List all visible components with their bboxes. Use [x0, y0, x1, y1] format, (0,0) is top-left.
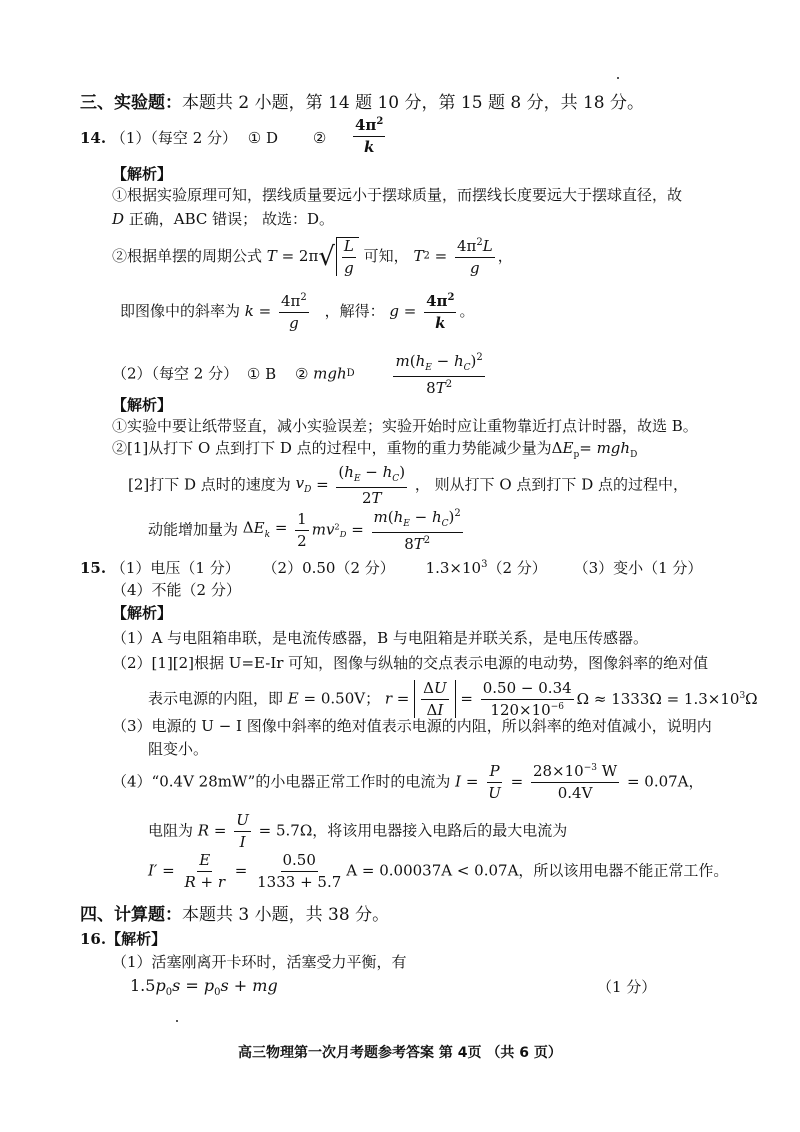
q14-kinetic-line: 动能增加量为 $\Delta E_k$ = $\frac{1}{2}$ $mv^2_D$ = $\frac{m(h_E - h_C)^2}{8T^2}$: [148, 508, 461, 553]
q14-period-formula-line: ②根据单摆的周期公式 T = 2π √ $\frac{L}{g}$ 可知， T2 = $\frac{4\pi^2L}{g}$ ，: [112, 237, 513, 277]
q15-answers-row2: （4）不能（2 分）: [112, 581, 241, 599]
q14-part1-answers: [80, 131, 326, 146]
q16-heading: 16.【解析】: [80, 930, 167, 948]
q15-analysis-line2: （2）[1][2]根据 U=E-Ir 可知，图像与纵轴的交点表示电源的电动势，图像斜率的绝对值: [112, 654, 709, 672]
q14-answer2-formula: $\frac{4\pi^2}{k}$: [355, 116, 384, 156]
q14-slope-line: 即图像中的斜率为 k = $\frac{4\pi^2}{g}$ ，解得： g = $\frac{4\pi^2}{k}$ 。: [120, 292, 475, 332]
q14-analysis2-line2: ②[1]从打下 O 点到打下 D 点的过程中，重物的重力势能减少量为$\Delta E_p= mgh_D$: [112, 439, 638, 460]
q15-maxcurrent-line: I′ = $\frac{E}{R + r}$ = $\frac{0.50}{1333 + 5.7}$ A = 0.00037A < 0.07A，所以该用电器不能正常工作。: [148, 851, 729, 891]
q15-resistor-line: 电阻为 R = $\frac{U}{I}$ = 5.7Ω，将该用电器接入电路后的最大电流为: [148, 811, 568, 851]
q15-analysis-title: 【解析】: [112, 604, 173, 622]
section-four-heading: 四、计算题：本题共 3 小题，共 38 分。: [80, 905, 390, 925]
section-three-heading: [80, 95, 644, 112]
q15-analysis-line1: （1）A 与电阻箱串联，是电流传感器，B 与电阻箱是并联关系，是电压传感器。: [112, 629, 648, 647]
q14-answer1: ① D: [247, 129, 279, 147]
section-three-desc: 本题共 2 小题，第 14 题 10 分，第 15 题 8 分，共 18 分。: [182, 93, 645, 113]
q14-analysis-title: 【解析】: [112, 165, 173, 183]
section-three-label: 三、实验题：: [80, 93, 182, 113]
q15-answers-row1: 15. （1）电压（1 分） （2）0.50（2 分） $1.3\times 10^3(2$ 分） （3）变小（1 分）: [80, 559, 703, 577]
q14-number: 14.: [80, 129, 107, 147]
q14-analysis2-title: 【解析】: [112, 396, 173, 414]
q15-resistance-line: 表示电源的内阻，即 E = 0.50V； r = $\frac{\Delta U}{\Delta I}$ = $\frac{0.50 - 0.34}{120\times 10^{-6}}$ $\Omega \approx 1333\Omega = 1.3\times 10^3\Omega$: [148, 679, 758, 719]
q16-score: （1 分）: [597, 978, 657, 996]
q14-analysis2-line1: ①实验中要让纸带竖直，减小实验误差；实验开始时应让重物靠近打点计时器，故选 B。: [112, 417, 698, 435]
q16-line1: （1）活塞刚离开卡环时，活塞受力平衡，有: [112, 953, 407, 971]
scan-dot: [617, 77, 619, 79]
q14-answer2-label: ②: [312, 129, 327, 147]
q15-current-line: （4）“0.4V 28mW”的小电器正常工作时的电流为 I = $\frac{P}{U}$ = $\frac{28\times 10^{-3} W}{0.4V}$ = 0.07A，: [112, 762, 704, 802]
q14-analysis-line1: ①根据实验原理可知，摆线质量要远小于摆球质量，而摆线长度要远大于摆球直径，故: [112, 186, 683, 204]
q16-equation: $1.5p_0s = p_0s$ + mg: [130, 976, 278, 999]
scan-dot: [176, 1020, 178, 1022]
q15-analysis-line5: 阻变小。: [148, 740, 209, 758]
q14-part1-label: （1）（每空 2 分）: [110, 129, 238, 147]
q15-analysis-line4: （3）电源的 U − I 图像中斜率的绝对值表示电源的内阻，所以斜率的绝对值减小，说明内: [112, 717, 712, 735]
q14-part2-answers: （2）（每空 2 分） ① B ② mghD $\frac{m(h_E - h_C)^2}{8T^2}$: [112, 352, 483, 397]
q14-velocity-line: [2]打下 D 点时的速度为 $v_D$ = $\frac{(h_E - h_C)}{2T}$ ， 则从打下 O 点到打下 D 点的过程中，: [128, 463, 688, 507]
page-footer: 高三物理第一次月考题参考答案 第 4页 （共 6 页）: [238, 1045, 562, 1061]
q14-analysis-line2: D 正确，ABC 错误； 故选：D。: [112, 210, 334, 228]
